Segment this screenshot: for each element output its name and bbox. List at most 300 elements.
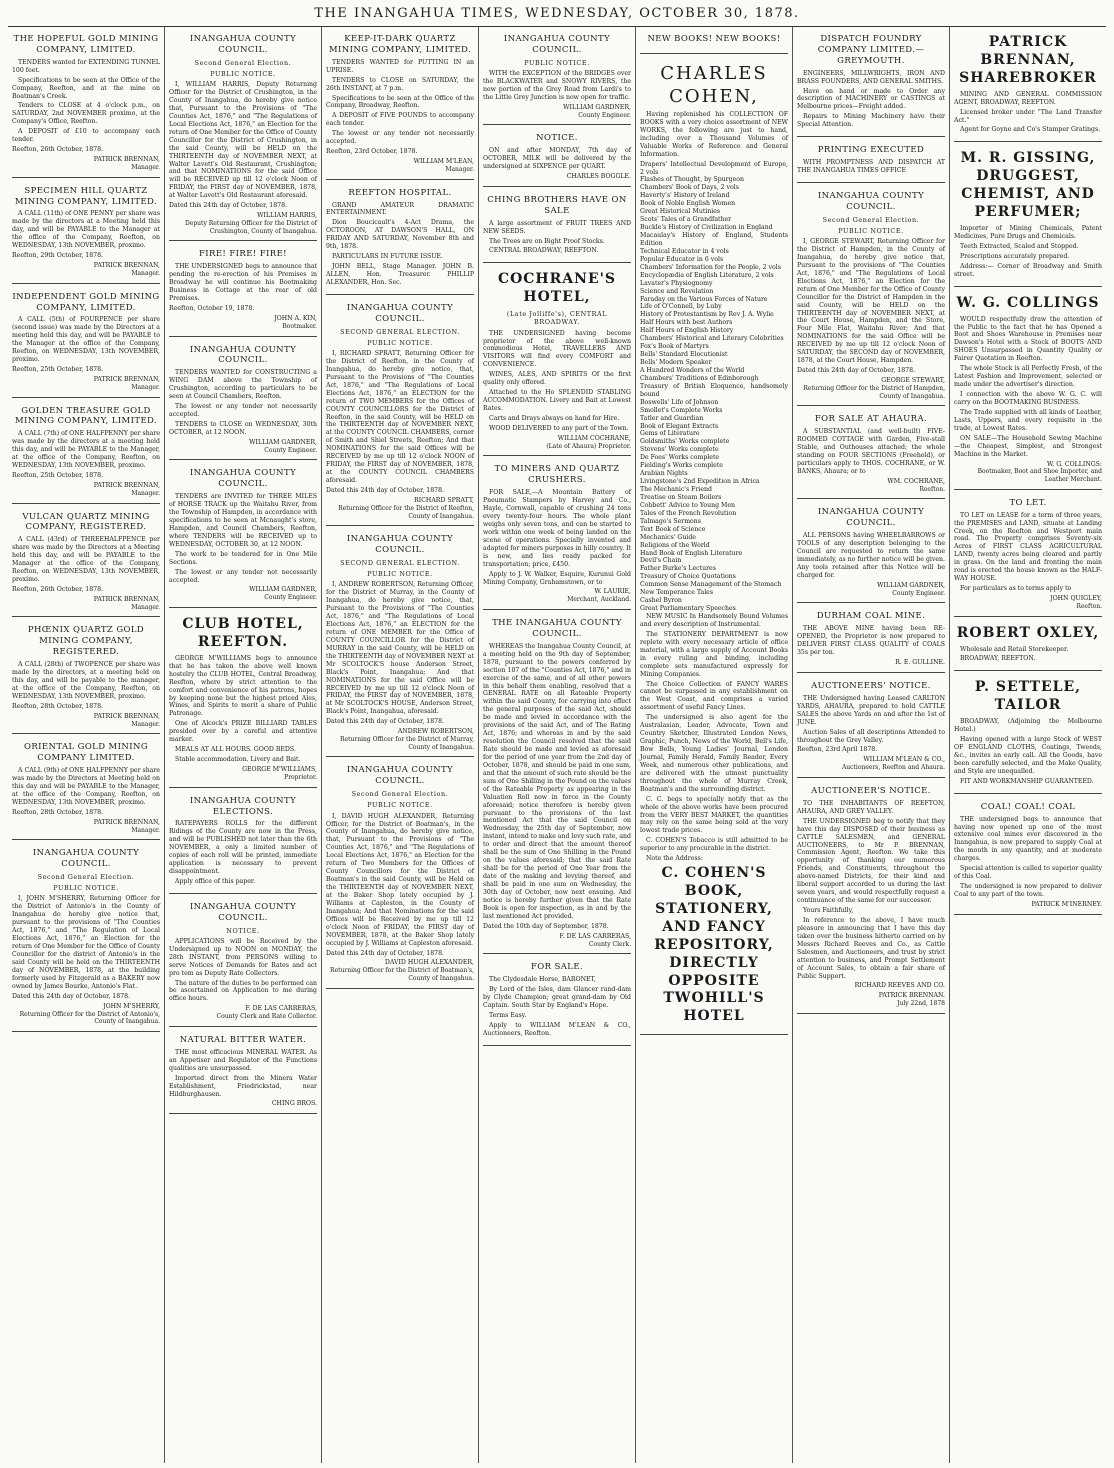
- column-3: [322, 27, 479, 1463]
- book-title: Smollet's Complete Works: [640, 406, 723, 414]
- advertisement: [483, 957, 631, 1045]
- ad-body: [12, 767, 160, 807]
- book-title: Common Sense Management of the Stomach: [640, 581, 782, 589]
- ad-role: County Clerk.: [588, 940, 631, 948]
- ad-title: INANGAHUA COUNTY COUNCIL.: [817, 190, 925, 212]
- column-7: [950, 27, 1106, 1463]
- ad-paragraph: FOR SALE,—A Mountain Battery of Pneumatic Stampers by Harvey and Co., Hayle, Cornwall, capable of crushing 24 tons every twenty-four hours. The whole plant weighs only seven tons, and can be started to work within one week of being landed on the scene of operations. Specially invented and adapted for miners purposes in hilly country. It is new, and lies ready packed for transportation; price, £450.: [483, 489, 631, 568]
- ad-date: July 22nd, 1878: [897, 1000, 945, 1008]
- advertisement: [169, 463, 317, 608]
- ad-signature: RICHARD SPRATT,: [414, 496, 474, 504]
- ad-signature: WILLIAM GARDNER,: [249, 438, 317, 446]
- ad-paragraph: For particulars as to terms apply to: [960, 585, 1072, 593]
- ad-signature: GEORGE M'WILLIAMS,: [242, 766, 317, 774]
- ad-paragraph: JOHN BELL, Stage Manager. JOHN B. ALLEN, Hon. Treasurer. PHILLIP ALEXANDER, Hon. Sec.: [326, 263, 474, 286]
- ad-footer: C. COHEN'S BOOK, STATIONERY, AND FANCY REPOSITORY, DIRECTLY OPPOSITE TWOHILL'S HOTEL: [654, 865, 774, 1025]
- ad-paragraph: I, WILLIAM HARRIS, Deputy Returning Officer for the District of Crushington, in the County of Inangahua, do hereby give notice that, Pursuant to the Provisions of "The Counties Act, 1876," and "The Regulations of Local Elections Act, 1876," an Election for the return of One Member for the Office of County Councillor for the District of Crushington, in the said County, will be HELD on the THIRTEENTH day of NOVEMBER NEXT, at Walter Lavett's Old Restaurant, Crushington; and that NOMINATIONS for the said Office will be RECEIVED up till 12 o'clock Noon of FRIDAY, the FIRST day of NOVEMBER, 1878, at Walter Lavett's Old Restaurant aforesaid.: [169, 81, 317, 200]
- column-2: [165, 27, 322, 1463]
- ad-role: Proprietor.: [284, 773, 317, 781]
- advertisement: [797, 781, 945, 1014]
- ad-paragraph: The undersigned is now prepared to deliver Coal to any part of the town.: [954, 883, 1102, 899]
- ad-paragraph: THE undersigned begs to announce that having now opened up one of the most extensive coal mines ever discovered in the Inangahua, is now prepared to supply Coal at the mouth in any quantity, and at moderate charges.: [954, 815, 1102, 863]
- advertisement: [12, 843, 160, 1032]
- ad-paragraph: The whole Stock is all Perfectly Fresh, of the Latest Fashion and Improvement, selected or made under the advertiser's direction.: [954, 365, 1102, 389]
- ad-date: Dated the 10th day of September, 1878.: [483, 922, 609, 930]
- ad-body: [169, 369, 317, 437]
- ad-date: Reefton, 28th October, 1878.: [12, 808, 104, 816]
- ad-paragraph: FIT AND WORKMANSHIP GUARANTEED.: [960, 777, 1094, 785]
- ad-role: Manager.: [131, 720, 160, 728]
- book-title: Tatler and Guardian: [640, 414, 704, 422]
- ad-subtitle: PUBLIC NOTICE.: [210, 69, 276, 78]
- ad-paragraph: One of Alcock's PRIZE BILLIARD TABLES presided over by a careful and attentive marker.: [169, 720, 317, 744]
- book-title: Talmage's Sermons: [640, 517, 701, 525]
- ad-paragraph: I, JOHN M'SHERRY, Returning Officer for the District of Antonio's in the County of Inangahua do hereby give notice that, pursuant to the provisions of "The Counties Act, 1876," and "The Regulation of Local Elections Act, 1876," an Election for the return of One Member for the Office of County Councillor for the district of Antonio's in the said County will be held on the THIRTEENTH day of NOVEMBER, 1878, at the building formerly used by Fitzgerald as a BAKERY now owned by James Bourke, Antonio's Flat.: [12, 895, 160, 990]
- ad-paragraph: ENGINEERS, MILLWRIGHTS, IRON AND BRASS FOUNDERS, AND GENERAL SMITHS.: [797, 69, 945, 85]
- ad-body: [326, 813, 474, 948]
- ad-body: [954, 316, 1102, 459]
- advertisement: [797, 186, 945, 406]
- ad-title: INANGAHUA COUNTY COUNCIL.: [503, 34, 611, 55]
- book-title: Book of Elegant Extracts: [640, 422, 719, 430]
- ad-paragraph: Wholesale and Retail Storekeeper.: [960, 645, 1069, 653]
- advertisement: [797, 606, 945, 673]
- ad-body: [12, 430, 160, 470]
- ad-paragraph: The lowest or any tender not necessarily accepted.: [326, 130, 474, 146]
- ad-title: INANGAHUA COUNTY COUNCIL.: [346, 302, 454, 324]
- ad-body: [797, 70, 945, 130]
- ad-signature: WILLIAM HARRIS,: [257, 212, 317, 220]
- ad-paragraph: RATEPAYERS ROLLS for the different Ridings of the County are now in the Press, and will be PUBLISHED not later than the 6th NOVEMBER, a only a limited number of copies of each roll will be printed, immediate application is necessary to prevent disappointment.: [169, 820, 317, 876]
- book-title: Goldsmiths' Works complete: [640, 438, 730, 446]
- ad-title: ORIENTAL GOLD MINING COMPANY LIMITED.: [23, 742, 149, 764]
- ad-paragraph: A DEPOSIT of FIVE POUNDS to accompany each tender.: [326, 112, 474, 128]
- ad-paragraph: Have on hand or made to Order any description of MACHINERY or CASTINGS at Melbourne prices—Freight added.: [797, 87, 945, 111]
- advertisement: [483, 29, 631, 125]
- ad-paragraph: I, ANDREW ROBERTSON, Returning Officer, for the District of Murray, in the County of Inangahua, do hereby give notice, that, Pursuant to the Provisions of "The Counties Act, 1876," and "The Regulations of Local Elections Act, 1876," an ELECTION for the return of ONE MEMBER for the Office of COUNTY COUNCILLOR for the District of MURRAY in the said County, will be HELD on the THIRTEENTH day of NOVEMBER NEXT at Mr SCOLTOCK'S house Anderson Street, Black's Point, Inangahua; And that NOMINATIONS for the said Office will be RECEIVED by me up till 12 o'clock Noon of FRIDAY, the FIRST day of NOVEMBER, 1878, at Mr SCOLTOCK'S HOUSE, Anderson Street, Black's Point, Inangahua, aforesaid.: [326, 581, 474, 716]
- ad-paragraph: GRAND AMATEUR DRAMATIC ENTERTAINMENT.: [326, 201, 474, 217]
- ad-signature: WILLIAM M'LEAN & CO.,: [863, 756, 945, 764]
- ad-signature: JOHN QUIGLEY,: [1050, 595, 1102, 603]
- book-title: The Mechanic's Friend: [640, 486, 712, 493]
- ad-paragraph: Having opened with a large Stock of WEST OF ENGLAND CLOTHS, Coatings, Tweeds, &c., invites an early call. All the Goods, have been carefully selected, and the Make Quality, and Style are unequalled.: [954, 736, 1102, 775]
- ad-paragraph: TENDERS WANTED for CONSTRUCTING a WING DAM above the Township of Crushington, according to particulars to be seen at Council Chambers, Reefton.: [169, 369, 317, 401]
- book-title: Stevens' Works complete: [640, 446, 719, 454]
- ad-paragraph: Yours Faithfully,: [803, 907, 854, 915]
- ad-signature: CHING BROS.: [271, 1100, 317, 1108]
- ad-title: FIRE! FIRE! FIRE!: [198, 249, 288, 260]
- ad-role: Returning Officer for the District of Reefton, County of Inangahua.: [338, 504, 474, 520]
- ad-paragraph: A DEPOSIT of £10 to accompany each tender.: [12, 128, 160, 144]
- ad-paragraph: Apply to WILLIAM M'LEAN & CO., Auctioneers, Reefton.: [483, 1021, 631, 1037]
- book-title: Half Hours of English History: [640, 327, 734, 335]
- ad-body: [326, 350, 474, 485]
- advertisement: [12, 29, 160, 178]
- ad-title: INANGAHUA COUNTY COUNCIL.: [817, 507, 925, 529]
- ad-date: Dated this 24th day of October, 1878.: [12, 992, 131, 1000]
- ad-title: NATURAL BITTER WATER.: [179, 1034, 307, 1045]
- ad-body: [954, 646, 1102, 664]
- book-title: Text Book of Science: [640, 525, 706, 533]
- book-title: A Hundred Wonders of the World: [640, 366, 745, 374]
- ad-paragraph: A CALL (9th) of ONE HALFPENNY per share was made by the Directors at Meeting held on this day and will be PAYABLE to the Manager, at the office of the Company, Reefton, on WEDNESDAY, 13th NOVEMBER, proximo.: [12, 767, 160, 806]
- ad-paragraph: WITH the EXCEPTION of the BRIDGES over the BLACKWATER and SNOWY RIVERS, the new portion of the Grey Road from Lardi's to the Little Grey Junction is now open for traffic.: [483, 69, 631, 101]
- advertisement: [954, 674, 1102, 793]
- ad-title: AUCTIONEERS' NOTICE.: [811, 680, 931, 691]
- book-title: Book of Noble English Women: [640, 200, 736, 208]
- ad-role: Manager.: [131, 383, 160, 391]
- ad-subtitle: PUBLIC NOTICE.: [524, 58, 590, 67]
- ad-signature: PATRICK BRENNAN,: [93, 818, 160, 826]
- ad-title: PHŒNIX QUARTZ GOLD MINING COMPANY, REGISTERED.: [27, 625, 145, 658]
- book-title: Chambers' Historical and Literary Celebrities: [640, 335, 784, 343]
- advertisement: [326, 183, 474, 295]
- ad-paragraph: Specifications to be seen at the Office of the Company, Reefton, and at the mine on Boatman's Creek.: [12, 76, 160, 100]
- advertisement: [954, 29, 1102, 142]
- book-title: Science and Revelation: [640, 287, 714, 295]
- ad-date: Reefton, 25th October, 1878.: [12, 472, 104, 480]
- book-title: Drapers' Intellectual Development of Europe, 2 vols: [640, 160, 788, 176]
- ad-paragraph: TENDERS are INVITED for THREE MILES of HORSE TRACK up the Waitahu River, from the Township of Hampden, in accordance with specifications to be seen at Mcnaught's store, Hampden, and Council Chambers, Reefton, where TENDERS will be RECEIVED up to WEDNESDAY, OCTOBER 30, at 12 NOON.: [169, 493, 317, 548]
- ad-title: FOR SALE AT AHAURA.: [814, 414, 928, 425]
- ad-signature: W. G. COLLINGS:: [1046, 460, 1102, 468]
- ad-paragraph: The Clydesdale Horse, BARONET,: [489, 976, 596, 984]
- ad-body: [483, 976, 631, 1038]
- ad-date: Reefton, 26th October, 1878.: [12, 146, 104, 154]
- ad-paragraph: A CALL (43rd) of THREEHALFPENCE per share was made by the Directors at a Meeting held this day, and will be PAYABLE to the Manager at the office of the Company, Reefton, on WEDNESDAY, 13th NOVEMBER, proximo.: [12, 536, 160, 583]
- ad-title: ROBERT OXLEY,: [956, 624, 1100, 641]
- ad-role: Returning Officer for the District of Antonio's, County of Inangahua.: [19, 1010, 160, 1026]
- ad-paragraph: In reference to the above, I have much pleasure in announcing that I have this day taken over the business hitherto carried on by Messrs Richard Reeves and Co., as Cattle Salesmen, and Auctioneers, and trust by strict attention to business, and Prompt Settlement of Account Sales, to obtain a fair share of Public Support.: [797, 916, 945, 980]
- ad-subtitle: Second General Election.: [822, 215, 920, 224]
- ad-title: NEW BOOKS! NEW BOOKS!: [647, 34, 781, 44]
- advertisement: [12, 287, 160, 398]
- ad-paragraph: Licensed broker under "The Land Transfer Act.": [954, 108, 1102, 124]
- ad-signature: WILLIAM GARDNER,: [563, 103, 631, 111]
- book-title: Treatise on Steam Boilers: [640, 493, 722, 501]
- ad-title: M. R. GISSING, DRUGGEST, CHEMIST, AND PERFUMER;: [960, 150, 1096, 221]
- ad-role: Deputy Returning Officer for the District of Crushington, County of Inangahua.: [184, 220, 317, 235]
- advertisement: [483, 190, 631, 264]
- ad-body: [483, 70, 631, 102]
- ad-paragraph: THE Undersigned having Leased CARLTON YARDS, AHAURA, prepared to hold CATTLE SALES the above Yards on and after the 1st of JUNE.: [797, 694, 945, 726]
- column-4: [479, 27, 636, 1463]
- ad-paragraph: Address:— Corner of Broadway and Smith street.: [954, 262, 1102, 278]
- ad-signature: WILLIAM GARDNER,: [877, 581, 945, 589]
- ad-paragraph: APPLICATIONS will be Received by the Undersigned up to NOON on MONDAY, the 28th INSTANT, from PERSONS willing to serve Notices of Demands for Rates and act pro tem as Deputy Rate Collectors.: [169, 937, 317, 977]
- ad-title: INANGAHUA COUNTY COUNCIL.: [189, 901, 297, 923]
- ad-body: [169, 81, 317, 200]
- ad-date: Dated this 24th day of October, 1878.: [797, 367, 916, 375]
- ad-paragraph: NEW MUSIC In Handsomely Bound Volumes and every description of Instrumental.: [640, 613, 788, 628]
- ad-paragraph: A CALL (5th) of FOURPENCE per share (second issue) was made by the Directors at a meeting held this day, and will be PAYABLE to the Manager at the office of the Company, Reefton, on WEDNESDAY, 13th NOVEMBER, proximo.: [12, 316, 160, 364]
- advertisement: [797, 409, 945, 499]
- ad-body: [12, 895, 160, 990]
- advertisement: [169, 340, 317, 461]
- ad-role: Merchant, Auckland.: [567, 596, 631, 604]
- ad-signature: DAVID HUGH ALEXANDER,: [384, 959, 474, 967]
- advertisement: [483, 128, 631, 187]
- book-title: Chambers' Book of Days, 2 vols: [640, 184, 739, 192]
- ad-role: Manager.: [131, 489, 160, 497]
- ad-signature: WILLIAM M'LEAN,: [413, 158, 474, 166]
- advertisement: [169, 1030, 317, 1114]
- ad-body: [483, 220, 631, 256]
- book-title: Treasury of British Eloquence, handsomely bound: [640, 382, 788, 398]
- masthead: THE INANGAHUA TIMES, WEDNESDAY, OCTOBER 30, 1878.: [314, 6, 800, 21]
- ad-title: P. SETTELE, TAILOR: [974, 679, 1082, 714]
- ad-date: Reefton, 23rd April 1878.: [797, 746, 878, 754]
- ad-title: INANGAHUA COUNTY COUNCIL.: [189, 34, 297, 55]
- book-title: Flashes of Thought, by Spurgeon: [640, 176, 744, 184]
- ad-paragraph: A CALL (28th) of TWOPENCE per share was made by the directors, at a meeting held on this day, and will be payable to the manager, at the office of the Company, Reefton, on WEDNESDAY, 13th NOVEMBER, proximo.: [12, 661, 160, 700]
- ad-title: NOTICE.: [536, 133, 578, 144]
- book-title: Father Burke's Lectures: [640, 565, 716, 573]
- ad-subtitle: (Late Jolliffe's), CENTRAL BROADWAY.: [506, 310, 608, 327]
- book-title: Chambers' Information for the People, 2 vols: [640, 263, 781, 271]
- ad-paragraph: A CALL (11th) of ONE PENNY per share was made by the directors at a Meeting held this day, and will be PAYABLE to the Manager at the office of the Company, Reefton, on WEDNESDAY, 13th NOVEMBER, proximo.: [12, 210, 160, 250]
- ad-signature: WILLIAM COCHRANE,: [557, 434, 631, 442]
- column-1: [8, 27, 165, 1463]
- ad-paragraph: Tenders to CLOSE at 4 o'clock p.m., on SATURDAY, 2nd NOVEMBER proximo, at the Company's Office, Reefton.: [12, 102, 160, 126]
- ad-signature: WM. COCHRANE,: [887, 477, 945, 485]
- ad-paragraph: Attached to the Ho SPLENDID STABLING ACCOMMODATION. Livery and Bait at Lowest Rates.: [483, 389, 631, 413]
- ad-paragraph: I, DAVID HUGH ALEXANDER, Returning Officer, for the District of Boatman's, in the County of Inangahua, do hereby give notice, that, Pursuant to the Provisions of "The Counties Act, 1876," and "The Regulations of Local Elections Act, 1876," an Election for the return of Two Members for the Offices of County Councillors for the District of Boatman's in the said County, will be Held on the THIRTEENTH day of NOVEMBER NEXT, at the Baker Shop lately occupied by J. Williams at Capleston, in the County of Inangahua; And that Nominations for the said Offices will be Received by me up till 12 o'clock Noon of FRIDAY, the FIRST day of NOVEMBER, 1878, at the Baker Shop lately occupied by J. Williams at Capleston aforesaid.: [326, 812, 474, 947]
- advertisement: [797, 676, 945, 778]
- ad-body: [954, 512, 1102, 593]
- advertisement: [483, 459, 631, 610]
- ad-body: [12, 536, 160, 584]
- ad-paragraph: BROADWAY, REEFTON.: [960, 655, 1036, 663]
- book-title: Arabian Nights: [640, 470, 688, 478]
- ad-body: [483, 489, 631, 586]
- ad-paragraph: Note the Address:: [646, 855, 703, 863]
- ad-paragraph: Dion Boucicault's 4-Act Drama, the OCTOROON, AT DAWSON'S HALL, ON FRIDAY AND SATURDAY, November 8th and 9th, 1878.: [326, 219, 474, 251]
- ad-title: REEFTON HOSPITAL.: [348, 187, 452, 198]
- ad-body: [12, 316, 160, 364]
- ad-paragraph: BROADWAY, (Adjoining the Melbourne Hotel.): [954, 718, 1102, 734]
- ad-body: [326, 581, 474, 716]
- ad-title: CLUB HOTEL, REEFTON.: [182, 616, 304, 650]
- ad-body: [797, 695, 945, 745]
- book-title: Bells' Standard Elocutionist: [640, 351, 728, 359]
- ad-paragraph: THE UNDERSIGNED begs to announce that pending the re-erection of his Premises in Broadway he will continue his Bootmaking Business in Cottage at the rear of old Premises.: [169, 263, 317, 303]
- advertisement: [12, 620, 160, 734]
- advertisement: [954, 145, 1102, 286]
- ad-body: [169, 263, 317, 303]
- ad-paragraph: THE UNDERSIGNED beg to notify that they have this day DISPOSED of their business as CATTLE SALESMEN, and GENERAL AUCTIONEERS, to Mr P. BRENNAN, Commission Agent, Reefton. We take this opportunity of thanking our numerous Friends, and Constituents, throughout the above-named Districts, for their kind and liberal support accorded to us during the last seven years, and would respectfully request a continuance of the same for our successor.: [797, 817, 945, 905]
- ad-role: Reefton.: [919, 485, 945, 493]
- ad-body: [797, 238, 945, 365]
- ad-paragraph: TO LET on LEASE for a term of three years, the PREMISES and LAND, situate at Landing Creek, on the Reefton and Westport main road. The Property comprises Seventy-six Acres of FIRST CLASS AGRICULTURAL LAND, twenty acres being cleared and partly in grass. On the land and fronting the main road is erected the house known as the HALF-WAY HOUSE.: [954, 511, 1102, 583]
- book-title: Encyclopædia of English Literature, 2 vols: [640, 271, 774, 279]
- ad-paragraph: THE UNDERSIGNED having become proprietor of the above well-known commodious Hotel, TRAVELLERS AND VISITORS will find every COMFORT and CONVENIENCE.: [483, 329, 631, 369]
- ad-paragraph: MEALS AT ALL HOURS. GOOD BEDS.: [175, 746, 296, 754]
- ad-date: Reefton, 25th October, 1878.: [12, 366, 104, 374]
- ad-role: Returning Officer for the District of Murray, County of Inangahua.: [340, 736, 474, 751]
- advertisement: [169, 611, 317, 788]
- ad-paragraph: WHEREAS the Inangahua County Council, at a meeting held on the 9th day of September, 1878, pursuant to the powers conferred by section 107 of the "Counties Act, 1876," and in exercise of the same, and of all other powers in this behalf them enabling, resolved that a GENERAL RATE on all Rateable Property within the said County, for carrying into effect the general purposes of the said Act, should be made and levied in accordance with the provisions of the said Act, and of The Rating Act, 1876; and whereas in and by the said resolution the Council resolved that the said Rate should be made and levied as aforesaid for the period of one year from the 2nd day of October, 1878, and should be paid in one sum, and that the amount of such rate should be the sum of One Shilling in the Pound on the values of the Rateable Property as appearing in the Valuation Roll now in force in the County aforesaid; notice therefore is hereby given pursuant to the provisions of the last mentioned Act that the said Council on Wednesday, the 25th day of September, now instant, intend to make and levy such rate, and to order and direct that the amount thereof shall be the sum of One Shilling in the Pound on the values aforesaid; that the said Rate shall be for the period of One Year from the date of the making and levying thereof, and shall be paid in one sum on Wednesday, the 30th day of October, now next ensuing. And notice is hereby further given that the Rate Book is open for inspection, as in and by the last mentioned Act provided.: [483, 642, 631, 920]
- ad-role: Auctioneers, Reefton and Ahaura.: [841, 764, 945, 772]
- ad-paragraph: Importer of Mining Chemicals, Patent Medicines, Pure Drugs and Chemicals.: [954, 225, 1102, 240]
- ad-paragraph: A SUBSTANTIAL (and well-built) FIVE-ROOMED COTTAGE with Garden, Five-stall Stable, and Outhouses attached; the whole standing on FOUR SECTIONS (Freehold), or particulars apply to THOS. COCHRANE, or W. BANKS, Ahaura; or to: [797, 428, 945, 475]
- ad-paragraph: TENDERS to CLOSE on SATURDAY, the 26th INSTANT, at 7 p.m.: [326, 76, 474, 92]
- ad-body: [797, 428, 945, 476]
- book-title: Boswells' Life of Johnson: [640, 398, 719, 406]
- ad-paragraph: C. COHEN'S Tobacco is still admitted to be superior to any procurable in the district.: [640, 837, 788, 853]
- book-title: Fox's Book of Martyrs: [640, 343, 709, 351]
- ad-body: [797, 532, 945, 580]
- advertisement: [12, 507, 160, 618]
- ad-title: INANGAHUA COUNTY COUNCIL.: [32, 848, 140, 870]
- ad-body: [12, 661, 160, 701]
- ad-title: TO MINERS AND QUARTZ CRUSHERS.: [494, 464, 620, 486]
- advertisement: [797, 140, 945, 183]
- ad-paragraph: The lowest or any tender not necessarily accepted.: [169, 403, 317, 418]
- book-title: Great Parliamentary Speeches: [640, 605, 736, 613]
- advertisement: [326, 529, 474, 757]
- ad-paragraph: ON SALE—The Household Sewing Machine—the Cheapest, Simplest, and Strongest Machine in the Market.: [954, 434, 1102, 458]
- ad-date: Reefton, 28th October, 1878.: [12, 702, 104, 710]
- ad-title: THE INANGAHUA COUNTY COUNCIL.: [492, 618, 622, 639]
- ad-paragraph: TENDERS to CLOSE on WEDNESDAY, 30th OCTOBER, at 12 NOON.: [169, 420, 317, 436]
- ad-signature: PATRICK BRENNAN.: [878, 992, 945, 1000]
- ad-signature: JOHN A. KIN,: [274, 314, 317, 322]
- ad-paragraph: The work to be tendered for in One Mile Sections.: [169, 550, 317, 566]
- ad-subtitle: PUBLIC NOTICE.: [367, 570, 433, 579]
- ad-title: W. G. COLLINGS: [956, 294, 1100, 311]
- ad-date: Dated this 24th day of October, 1878.: [326, 718, 445, 726]
- ad-role: County Engineer.: [578, 111, 631, 119]
- ad-paragraph: Teeth Extracted, Scaled and Stopped.: [960, 242, 1079, 250]
- ad-body: [797, 800, 945, 981]
- ad-paragraph: Auction Sales of all descriptions Attended to throughout the Grey Valley.: [797, 728, 945, 744]
- book-title: Haverty's' History of Ireland: [640, 192, 730, 200]
- ad-signature: RICHARD REEVES AND CO.: [854, 982, 945, 990]
- ad-paragraph: The nature of the duties to be performed can be ascertained on Application to me during office hours.: [169, 979, 317, 1003]
- ad-role: Manager.: [445, 166, 474, 173]
- ad-date: Reefton, 26th October, 1878.: [12, 585, 104, 593]
- advertisement: [797, 29, 945, 137]
- book-title: Life of O'Connell, by Luby: [640, 303, 722, 311]
- ad-paragraph: The STATIONERY DEPARTMENT is now replete with every necessary article of office material, with a large supply of Account Books in every ruling and binding, including complete sets manufactured expressly for Mining Companies.: [640, 630, 788, 678]
- ad-paragraph: TO THE INHABITANTS OF REEFTON, AHAURA, AND GREY VALLEY.: [797, 799, 945, 815]
- ad-title: VULCAN QUARTZ MINING COMPANY, REGISTERED.: [22, 511, 150, 533]
- ad-body: [954, 91, 1102, 135]
- ad-body: [169, 1049, 317, 1099]
- ad-title: INANGAHUA COUNTY COUNCIL.: [189, 468, 297, 490]
- advertisement: [12, 181, 160, 284]
- book-title: Faraday on the Various Forces of Nature: [640, 295, 768, 303]
- ad-role: County Engineer.: [264, 446, 317, 454]
- ad-title: COAL! COAL! COAL: [980, 801, 1076, 812]
- ad-subtitle: PUBLIC NOTICE.: [367, 338, 433, 347]
- ad-paragraph: C. C. begs to specially notify that as the whole of the above works have been procured from the VERY BEST MARKET, the quantities may rely on the same being sold at the very lowest trade prices.: [640, 795, 788, 835]
- ad-paragraph: Carts and Drays always on hand for Hire.: [489, 414, 620, 422]
- ad-body: [483, 147, 631, 171]
- ad-signature: CHARLES BOGGLE.: [566, 172, 631, 180]
- ad-signature: PATRICK BRENNAN,: [93, 262, 160, 270]
- ad-title: INDEPENDENT GOLD MINING COMPANY, LIMITED.: [12, 291, 160, 313]
- ad-title: TO LET.: [1009, 497, 1047, 508]
- ad-role: Returning Officer for the District of Boatman's, County of Inangahua.: [330, 967, 474, 983]
- book-title: Cobbett' Advice to Young Men: [640, 501, 736, 509]
- ad-signature: PATRICK BRENNAN,: [93, 375, 160, 383]
- advertisement: [326, 760, 474, 988]
- advertisement: [483, 613, 631, 954]
- ad-body: [169, 820, 317, 886]
- advertisement: [169, 29, 317, 241]
- ad-paragraph: A large assortment of FRUIT TREES AND NEW SEEDS.: [483, 219, 631, 235]
- ad-paragraph: PARTICULARS IN FUTURE ISSUE.: [332, 253, 443, 261]
- ad-paragraph: THE most efficacious MINERAL WATER. As an Appetiser and Regulator of the Functions qualities are unsurpassed.: [169, 1048, 317, 1072]
- ad-paragraph: CENTRAL BROADWAY, REEFTON.: [489, 247, 599, 255]
- ad-subtitle: SECOND GENERAL ELECTION.: [340, 327, 460, 336]
- ad-paragraph: A CALL (7th) of ONE HALFPENNY per share was made by the directors at a meeting held this day, and will be PAYABLE to the Manager, at the office of the Company, Reefton, on WEDNESDAY, 13th NOVEMBER, proximo.: [12, 430, 160, 470]
- ad-paragraph: The lowest or any tender not necessarily accepted.: [169, 568, 317, 584]
- ad-title: PATRICK BRENNAN, SHAREBROKER: [959, 34, 1097, 86]
- ad-body: [326, 202, 474, 287]
- book-title: Tales of the French Revolution: [640, 509, 737, 517]
- advertisement: [326, 298, 474, 526]
- advertisement: [954, 493, 1102, 617]
- ad-date: Reefton, 23rd October, 1878.: [326, 148, 418, 156]
- ad-body: [954, 816, 1102, 899]
- ad-title: INANGAHUA COUNTY ELECTIONS.: [189, 795, 297, 817]
- ad-date: Dated this 24th day of October, 1878.: [326, 949, 445, 957]
- ad-title: INANGAHUA COUNTY COUNCIL.: [346, 765, 454, 787]
- ad-signature: GEORGE STEWART,: [881, 377, 945, 384]
- ad-paragraph: WOOD DELIVERED to any part of the Town.: [489, 424, 629, 432]
- ad-paragraph: I connection with the above W. G. C. will carry on the BOOTMAKING BUSINESS.: [954, 391, 1102, 406]
- ad-paragraph: By Lord of the Isles, dam Glancer rand-dam by Clyde Champion; great grand-dam by Old Captain. South Star by England's Hope.: [483, 986, 631, 1009]
- book-title: Religions of the World: [640, 541, 710, 549]
- ad-paragraph: GEORGE M'WILLIAMS begs to announce that he has taken the above well known hostelry the CLUB HOTEL, Central Broadway, Reefton, where by strict attention to the comfort and convenience of his patrons, hopes by keeping none but the highest priced Ales, Wines, and Spirits to merit a share of Public Patronage.: [169, 654, 317, 718]
- column-5: [636, 27, 793, 1463]
- ad-subtitle: Second General Election.: [194, 58, 292, 67]
- ad-signature: PATRICK BRENNAN,: [93, 156, 160, 164]
- ad-signature: W. LAURIE,: [594, 588, 631, 596]
- ad-signature: PATRICK M'INERNEY.: [1031, 900, 1102, 908]
- ad-title: CHING BROTHERS HAVE ON SALE: [487, 194, 627, 216]
- ad-title: THE HOPEFUL GOLD MINING COMPANY, LIMITED.: [13, 34, 159, 55]
- ad-body: [169, 938, 317, 1004]
- newspaper-page: [8, 26, 1106, 1463]
- ad-date: Dated this 24th day of October, 1878.: [169, 202, 288, 210]
- ad-title: INANGAHUA COUNTY COUNCIL.: [189, 344, 297, 366]
- ad-date: Dated this 24th day of October, 1878.: [326, 486, 445, 494]
- ad-role: Returning Officer for the District of Hampden, County of Inangahua.: [803, 384, 945, 400]
- ad-body: [483, 643, 631, 921]
- ad-paragraph: Imported direct from the Minera Water Establishment, Friedrickstad, near Hildburghausen.: [169, 1074, 317, 1098]
- ad-paragraph: ALL PERSONS having WHEELBARROWS or TOOLS of any description belonging to the Council are requested to return the same immediately, as no further notice will be given. Any tools retained after this Notice will be charged for.: [797, 532, 945, 579]
- advertisement: [483, 266, 631, 456]
- ad-subtitle: Second General Election.: [351, 790, 449, 799]
- ad-role: County Clerk and Rate Collector.: [216, 1013, 317, 1021]
- book-title: De Foes' Works complete: [640, 454, 720, 462]
- ad-paragraph: The Trade supplied with all kinds of Leather, Lasts, Uppers, and every requisite in the trade, at Lowest Rates.: [954, 408, 1102, 432]
- ad-body: [326, 59, 474, 146]
- ad-paragraph: The Choice Collection of FANCY WARES cannot be surpassed in any establishment on the West Coast, and comprises a varied assortment of useful Fancy Lines.: [640, 680, 788, 712]
- ad-title: DISPATCH FOUNDRY COMPANY LIMITED.—GREYMOUTH.: [817, 34, 925, 66]
- ad-paragraph: The undersigned is also agent for the Australasian, Leader, Advocate, Town and Country Sketcher, Illustrated London News, Graphic, Punch, News of the World, Bell's Life, Bow Bells, Young Ladies' Journal, London Journal, Family Herald, Family Reader, Every Week, and numerous other publications, and are delivered with the utmost punctuality throughout the whole of Murray Creek, Boatman's and the surrounding district.: [640, 714, 788, 793]
- book-title: Gems of Literature: [640, 430, 700, 438]
- ad-paragraph: Having replenished his COLLECTION OF BOOKS with a very choice assortment of NEW WORKS, the following are just to hand, including over a Thousand Volumes of Valuable Works of Reference and General Information.: [640, 110, 788, 158]
- ad-paragraph: WINES, ALES, AND SPIRITS Of the first quality only offered.: [483, 371, 631, 387]
- ad-role: Manager.: [131, 603, 160, 611]
- ad-body: [797, 625, 945, 657]
- ad-title: SPECIMEN HILL QUARTZ MINING COMPANY, LIMITED.: [14, 185, 158, 207]
